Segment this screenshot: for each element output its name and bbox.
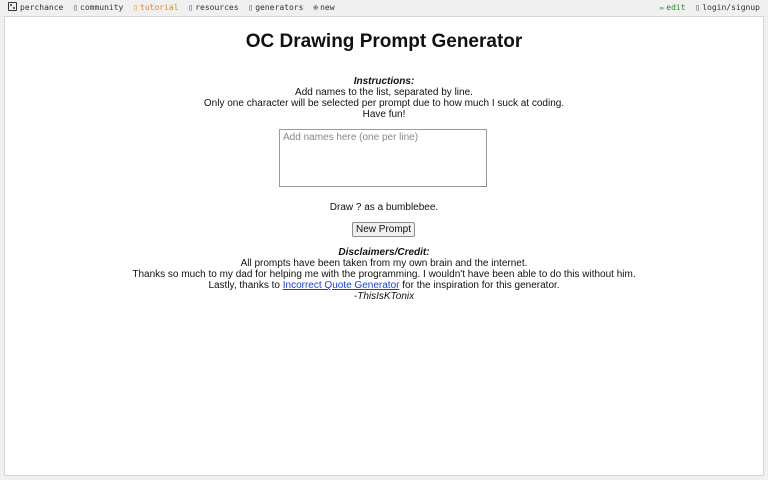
new-prompt-button[interactable]: New Prompt: [352, 222, 415, 237]
instructions-heading: Instructions:: [353, 76, 415, 87]
resize-grip-icon[interactable]: [481, 181, 487, 187]
nav-community[interactable]: [73, 0, 123, 16]
nav-login-label: login/signup: [702, 3, 760, 12]
top-navigation-bar: [0, 0, 768, 16]
nav-generators-label: generators: [255, 3, 304, 12]
disclaimers-block: [5, 247, 763, 302]
instructions-line-2: Only one character will be selected per prompt due to how much I suck at coding.: [203, 98, 565, 109]
disclaimer-line-3-after: for the inspiration for this generator.: [399, 280, 560, 291]
grid-icon: ▯: [248, 3, 254, 12]
instructions-block: [5, 76, 763, 120]
nav-perchance[interactable]: [8, 0, 63, 16]
nav-generators[interactable]: [248, 0, 303, 16]
nav-resources-label: resources: [195, 3, 239, 12]
nav-login-signup[interactable]: [695, 0, 760, 16]
user-icon: ▯: [73, 3, 79, 12]
top-nav-right: [659, 0, 760, 16]
signature: -ThisIsKTonix: [353, 291, 415, 302]
nav-community-label: community: [80, 3, 124, 12]
disclaimer-line-3: [5, 280, 763, 291]
nav-resources[interactable]: [188, 0, 238, 16]
box-icon: ▯: [188, 3, 194, 12]
nav-edit[interactable]: [659, 0, 685, 16]
instructions-line-1: Add names to the list, separated by line.: [295, 87, 473, 98]
prompt-output: Draw ? as a bumblebee.: [329, 202, 439, 213]
nav-edit-label: edit: [666, 3, 686, 12]
plus-circle-icon: ⊕: [313, 3, 319, 12]
nav-tutorial[interactable]: [133, 0, 178, 16]
book-icon: ▯: [133, 3, 139, 12]
top-nav-left: [8, 0, 340, 16]
disclaimer-line-2: Thanks so much to my dad for helping me with the programming. I wouldn't have been able to do this without him.: [132, 269, 636, 280]
generator-panel: [4, 16, 764, 476]
user-icon: ▯: [695, 3, 701, 12]
nav-new-label: new: [320, 3, 335, 12]
page-title: OC Drawing Prompt Generator: [245, 31, 523, 52]
instructions-line-3: Have fun!: [362, 109, 406, 120]
nav-new[interactable]: [313, 0, 334, 16]
disclaimer-line-3-before: Lastly, thanks to: [208, 280, 283, 291]
nav-tutorial-label: tutorial: [140, 3, 179, 12]
pencil-icon: ✏: [659, 3, 665, 12]
die-icon: [8, 2, 17, 11]
names-input[interactable]: [279, 129, 487, 187]
disclaimer-line-1: All prompts have been taken from my own brain and the internet.: [240, 258, 528, 269]
incorrect-quote-generator-link[interactable]: Incorrect Quote Generator: [282, 280, 400, 291]
disclaimers-heading: Disclaimers/Credit:: [338, 247, 430, 258]
nav-perchance-label: perchance: [20, 3, 64, 12]
